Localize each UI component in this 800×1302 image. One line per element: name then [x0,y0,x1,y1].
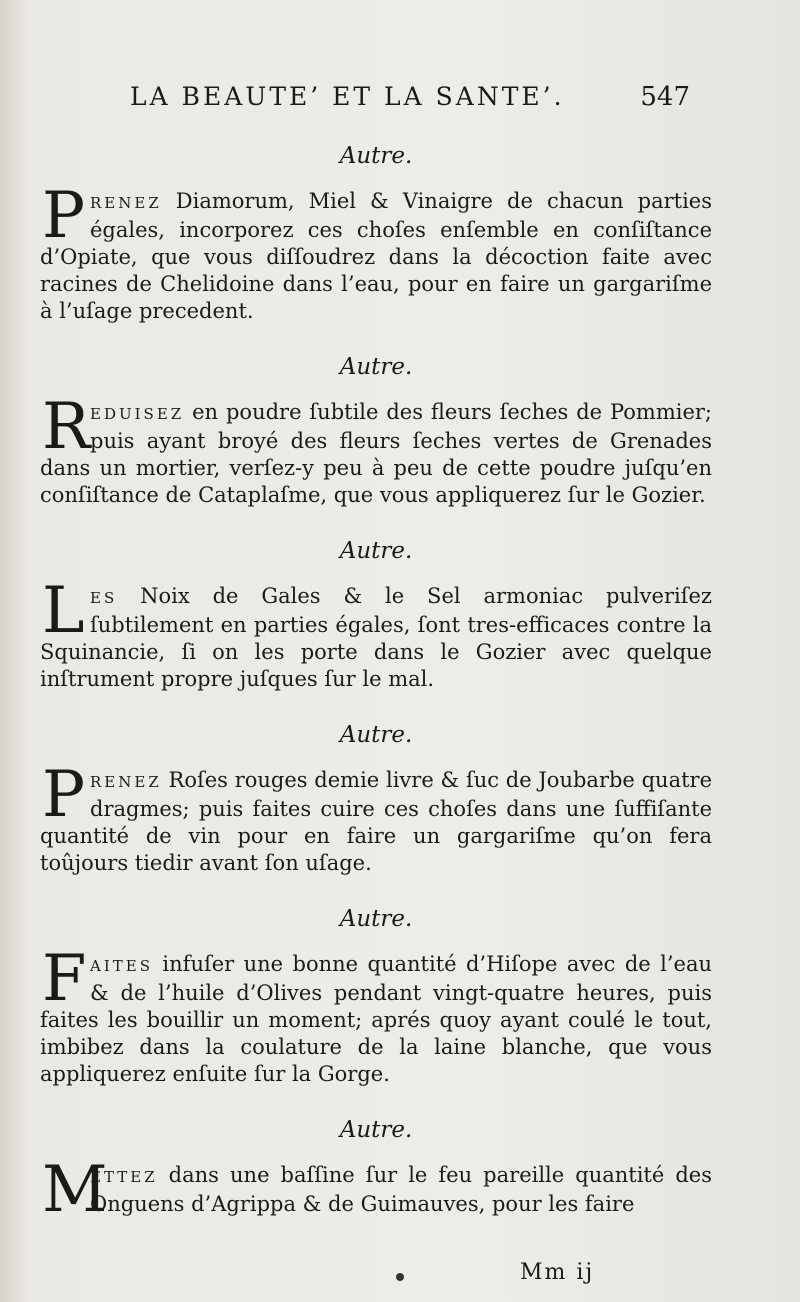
recipe-paragraph [40,179,712,325]
recipe-paragraph [40,390,712,509]
opening-smallcaps: AITES [90,957,153,975]
recipe-section [40,531,712,693]
recipe-paragraph [40,942,712,1088]
running-title: LA BEAUTE’ ET LA SANTE’. [130,82,565,111]
drop-cap: L [42,574,85,648]
signature-mark: Mm ij [520,1260,595,1285]
paragraph-text: dans une baſſine ſur le feu pareille quantité des Onguens d’Agrippa & de Guimauves, pour les faire [90,1163,712,1216]
recipe-paragraph [40,574,712,693]
paragraph-text: en poudre ſubtile des fleurs ſeches de Pommier; puis ayant broyé des fleurs ſeches vertes de Grenades dans un mortier, verſez-y peu à peu de cette poudre juſqu’en conſiſtance de Cataplaſme, que vous appliquerez ſur le Gozier. [40,400,712,507]
recipe-section [40,347,712,509]
opening-smallcaps: ES [90,589,118,607]
drop-cap: R [42,390,91,464]
drop-cap: P [42,179,86,253]
paragraph-text: Diamorum, Miel & Vinaigre de chacun parties égales, incorporez ces choſes enſemble en conſiſtance d’Opiate, que vous diſſoudrez dans la décoction faite avec racines de Chelidoine dans l’eau, pour en faire un gargariſme à l’uſage precedent. [40,189,712,323]
page-number: 547 [640,82,690,112]
recipe-paragraph [40,758,712,877]
paragraph-text: infuſer une bonne quantité d’Hiſope avec de l’eau & de l’huile d’Olives pendant vingt-quatre heures, puis faites les bouillir un moment; aprés quoy ayant coulé le tout, imbibez dans la coulature de la laine blanche, que vous appliquerez enſuite ſur la Gorge. [40,952,712,1086]
opening-smallcaps: ETTEZ [90,1168,158,1186]
drop-cap: M [42,1153,108,1227]
recipe-section [40,1110,712,1227]
paragraph-text: Roſes rouges demie livre & ſuc de Joubarbe quatre dragmes; puis faites cuire ces choſes dans une ſuffiſante quantité de vin pour en faire un gargariſme qu’on fera toûjours tiedir avant ſon uſage. [40,768,712,875]
section-heading: Autre. [339,906,413,932]
section-heading: Autre. [339,354,413,380]
ink-spot [396,1273,404,1281]
recipe-paragraph [40,1153,712,1227]
section-heading: Autre. [339,1117,413,1143]
recipe-section [40,136,712,325]
section-heading: Autre. [339,143,413,169]
page-body [40,136,712,1227]
opening-smallcaps: RENEZ [90,773,162,791]
opening-smallcaps: RENEZ [90,194,162,212]
page-header [130,82,690,116]
opening-smallcaps: EDUISEZ [90,405,185,423]
drop-cap: F [42,942,87,1016]
recipe-section [40,899,712,1088]
recipe-section [40,715,712,877]
drop-cap: P [42,758,86,832]
paragraph-text: Noix de Gales & le Sel armoniac pulveriſez ſubtilement en parties égales, ſont tres-efficaces contre la Squinancie, ſi on les porte dans le Gozier avec quelque inſtrument propre juſques ſur le mal. [40,584,712,691]
section-heading: Autre. [339,722,413,748]
section-heading: Autre. [339,538,413,564]
